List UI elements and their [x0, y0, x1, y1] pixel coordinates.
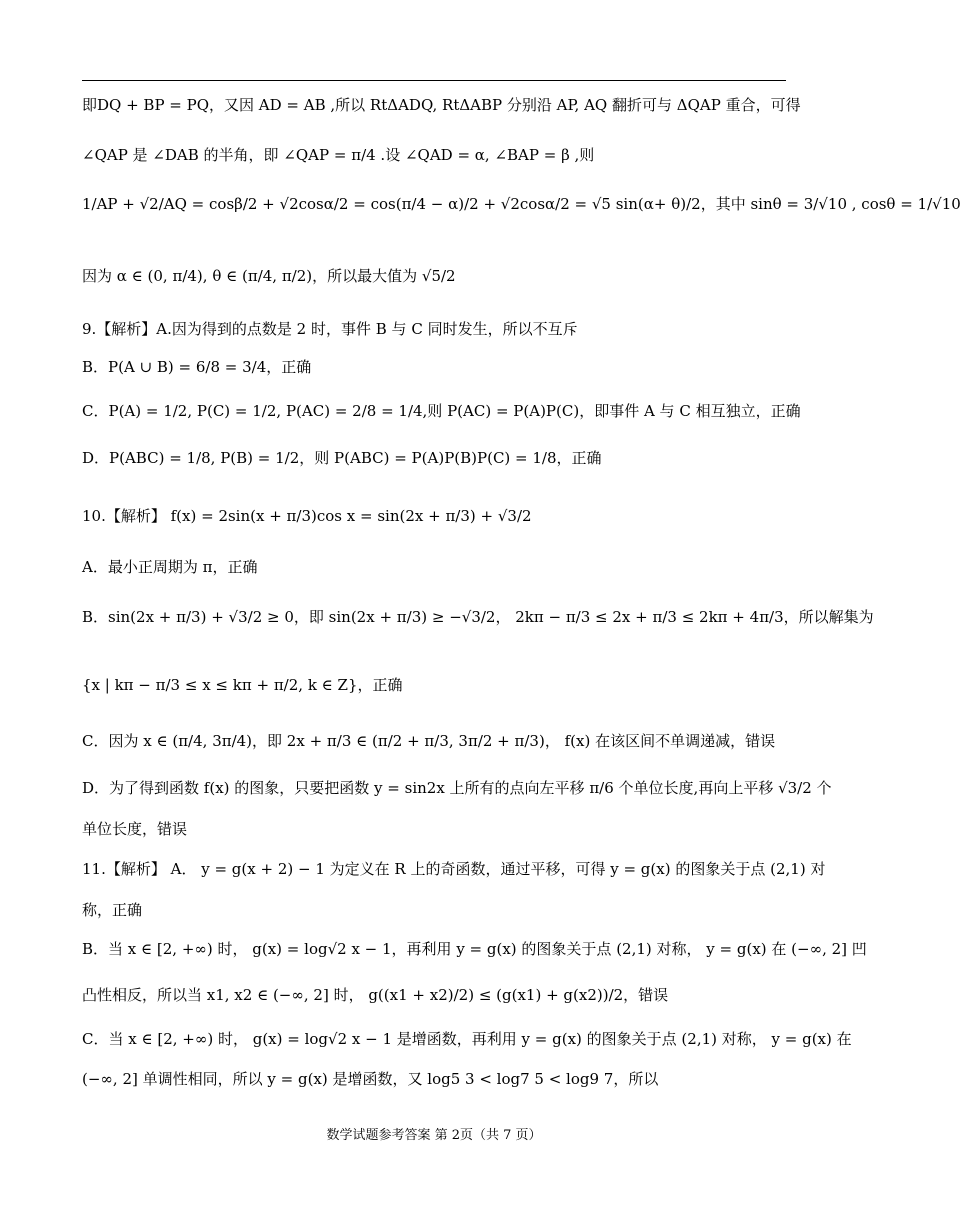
text-line: B．当 x ∈ [2, +∞) 时， g(x) = log√2 x − 1，再利用 y = g(x) 的图象关于点 (2,1) 对称， y = g(x) 在 (−∞, 2] 凹 — [82, 940, 867, 958]
text-line: (−∞, 2] 单调性相同，所以 y = g(x) 是增函数，又 log5 3 < log7 5 < log9 7，所以 — [82, 1070, 659, 1088]
text-line: 称，正确 — [82, 901, 143, 919]
text-line: 1/AP + √2/AQ = cosβ/2 + √2cosα/2 = cos(π/4 − α)/2 + √2cosα/2 = √5 sin(α+ θ)/2，其中 sinθ = 3/√10 , cosθ = 1/√10 — [82, 195, 961, 213]
text-line: ∠QAP 是 ∠DAB 的半角，即 ∠QAP = π/4 .设 ∠QAD = α, ∠BAP = β ,则 — [82, 146, 595, 164]
text-line: C．当 x ∈ [2, +∞) 时， g(x) = log√2 x − 1 是增函数，再利用 y = g(x) 的图象关于点 (2,1) 对称， y = g(x) 在 — [82, 1030, 852, 1048]
text-line: 凸性相反，所以当 x1, x2 ∈ (−∞, 2] 时， g((x1 + x2)/2) ≤ (g(x1) + g(x2))/2，错误 — [82, 986, 669, 1004]
text-line: 即DQ + BP = PQ，又因 AD = AB ,所以 RtΔADQ, RtΔABP 分别沿 AP, AQ 翻折可与 ΔQAP 重合，可得 — [82, 96, 801, 114]
header-rule — [82, 80, 786, 81]
text-line: 9.【解析】A.因为得到的点数是 2 时，事件 B 与 C 同时发生，所以不互斥 — [82, 320, 578, 338]
text-line: B．sin(2x + π/3) + √3/2 ≥ 0，即 sin(2x + π/3) ≥ −√3/2， 2kπ − π/3 ≤ 2x + π/3 ≤ 2kπ + 4π/3，所以解集为 — [82, 608, 874, 626]
text-line: 11.【解析】 A． y = g(x + 2) − 1 为定义在 R 上的奇函数，通过平移，可得 y = g(x) 的图象关于点 (2,1) 对 — [82, 860, 826, 878]
text-line: 10.【解析】 f(x) = 2sin(x + π/3)cos x = sin(2x + π/3) + √3/2 — [82, 507, 532, 525]
text-line: C．P(A) = 1/2, P(C) = 1/2, P(AC) = 2/8 = 1/4,则 P(AC) = P(A)P(C)，即事件 A 与 C 相互独立，正确 — [82, 402, 801, 420]
text-line: D．为了得到函数 f(x) 的图象，只要把函数 y = sin2x 上所有的点向左平移 π/6 个单位长度,再向上平移 √3/2 个 — [82, 779, 832, 797]
text-line: C．因为 x ∈ (π/4, 3π/4)，即 2x + π/3 ∈ (π/2 + π/3, 3π/2 + π/3)， f(x) 在该区间不单调递减，错误 — [82, 732, 776, 750]
page-footer: 数学试题参考答案 第 2页（共 7 页） — [326, 1128, 542, 1143]
text-line: 因为 α ∈ (0, π/4), θ ∈ (π/4, π/2)，所以最大值为 √5/2 — [82, 267, 456, 285]
text-line: {x | kπ − π/3 ≤ x ≤ kπ + π/2, k ∈ Z}，正确 — [82, 676, 403, 694]
text-line: D．P(ABC) = 1/8, P(B) = 1/2，则 P(ABC) = P(A)P(B)P(C) = 1/8，正确 — [82, 449, 602, 467]
text-line: A．最小正周期为 π，正确 — [82, 558, 258, 576]
text-line: 单位长度，错误 — [82, 820, 188, 838]
text-line: B．P(A ∪ B) = 6/8 = 3/4，正确 — [82, 358, 312, 376]
